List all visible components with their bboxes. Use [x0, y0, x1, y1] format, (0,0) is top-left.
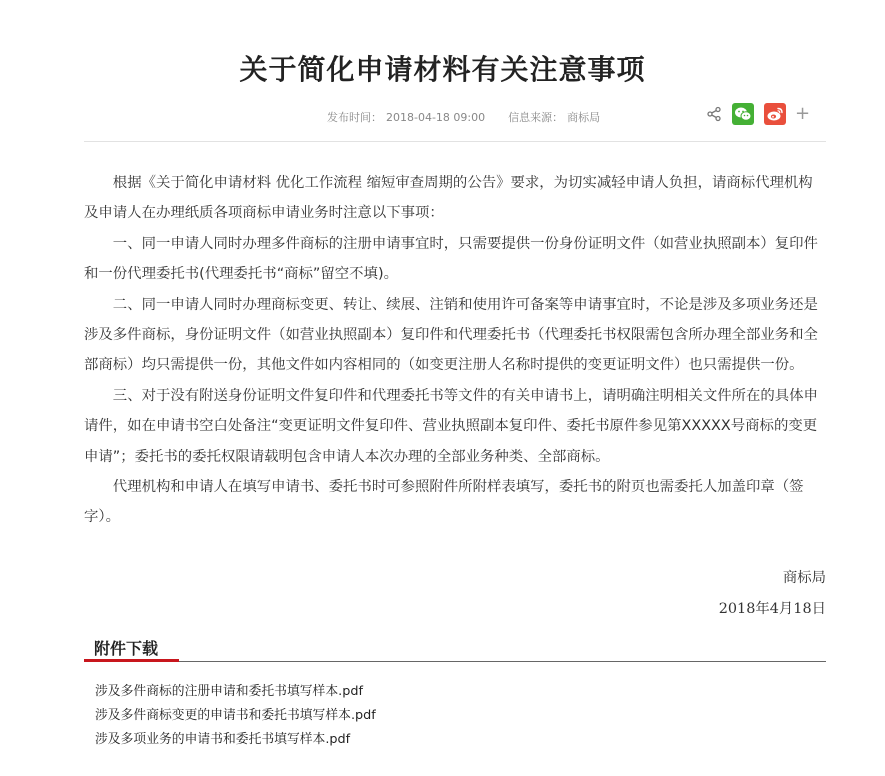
article-body: [84, 168, 826, 533]
article-meta: [327, 109, 604, 125]
signature-date: 2018年4月18日: [718, 601, 826, 617]
publish-time-label: 发布时间：: [327, 111, 382, 124]
attachments-heading: 附件下载: [94, 639, 159, 658]
attachments-divider: [84, 661, 826, 662]
publish-time: 2018-04-18 09:00: [386, 111, 486, 124]
header-divider: [84, 141, 826, 142]
attachment-link[interactable]: 涉及多项业务的申请书和委托书填写样本.pdf: [95, 732, 351, 747]
paragraph: 根据《关于简化申请材料 优化工作流程 缩短审查周期的公告》要求，为切实减轻申请人负担，请商标代理机构及申请人在办理纸质各项商标申请业务时注意以下事项：: [84, 175, 813, 222]
share-bar: [704, 101, 810, 127]
attachments-heading-underline: [84, 659, 179, 662]
attachment-link[interactable]: 涉及多件商标的注册申请和委托书填写样本.pdf: [95, 684, 363, 699]
more-share-icon[interactable]: +: [795, 103, 811, 124]
share-icon[interactable]: [704, 104, 724, 124]
attachment-link[interactable]: 涉及多件商标变更的申请书和委托书填写样本.pdf: [95, 708, 376, 723]
signature-org: 商标局: [782, 570, 826, 586]
paragraph: 二、同一申请人同时办理商标变更、转让、续展、注销和使用许可备案等申请事宜时，不论是涉及多项业务还是涉及多件商标，身份证明文件（如营业执照副本）复印件和代理委托书（代理委托书权限需包含所办理全部业务和全部商标）均只需提供一份，其他文件如内容相同的（如变更注册人名称时提供的变更证明文件）也只需提供一份。: [84, 296, 818, 374]
page-title: 关于简化申请材料有关注意事项: [239, 53, 646, 86]
attachment-list: [95, 680, 376, 752]
paragraph: 代理机构和申请人在填写申请书、委托书时可参照附件所附样表填写，委托书的附页也需委托人加盖印章（签字）。: [84, 479, 804, 526]
paragraph: 一、同一申请人同时办理多件商标的注册申请事宜时，只需要提供一份身份证明文件（如营业执照副本）复印件和一份代理委托书(代理委托书“商标”留空不填)。: [84, 235, 818, 283]
weibo-share-icon[interactable]: [764, 103, 786, 125]
source: 商标局: [567, 111, 601, 124]
paragraph: 三、对于没有附送身份证明文件复印件和代理委托书等文件的有关申请书上，请明确注明相关文件所在的具体申请件，如在申请书空白处备注“变更证明文件复印件、营业执照副本复印件、委托书原件参见第XXXXX号商标的变更申请”；委托书的委托权限请载明包含申请人本次办理的全部业务种类、全部商标。: [84, 387, 818, 465]
wechat-share-icon[interactable]: [732, 103, 754, 125]
source-label: 信息来源：: [508, 111, 564, 124]
